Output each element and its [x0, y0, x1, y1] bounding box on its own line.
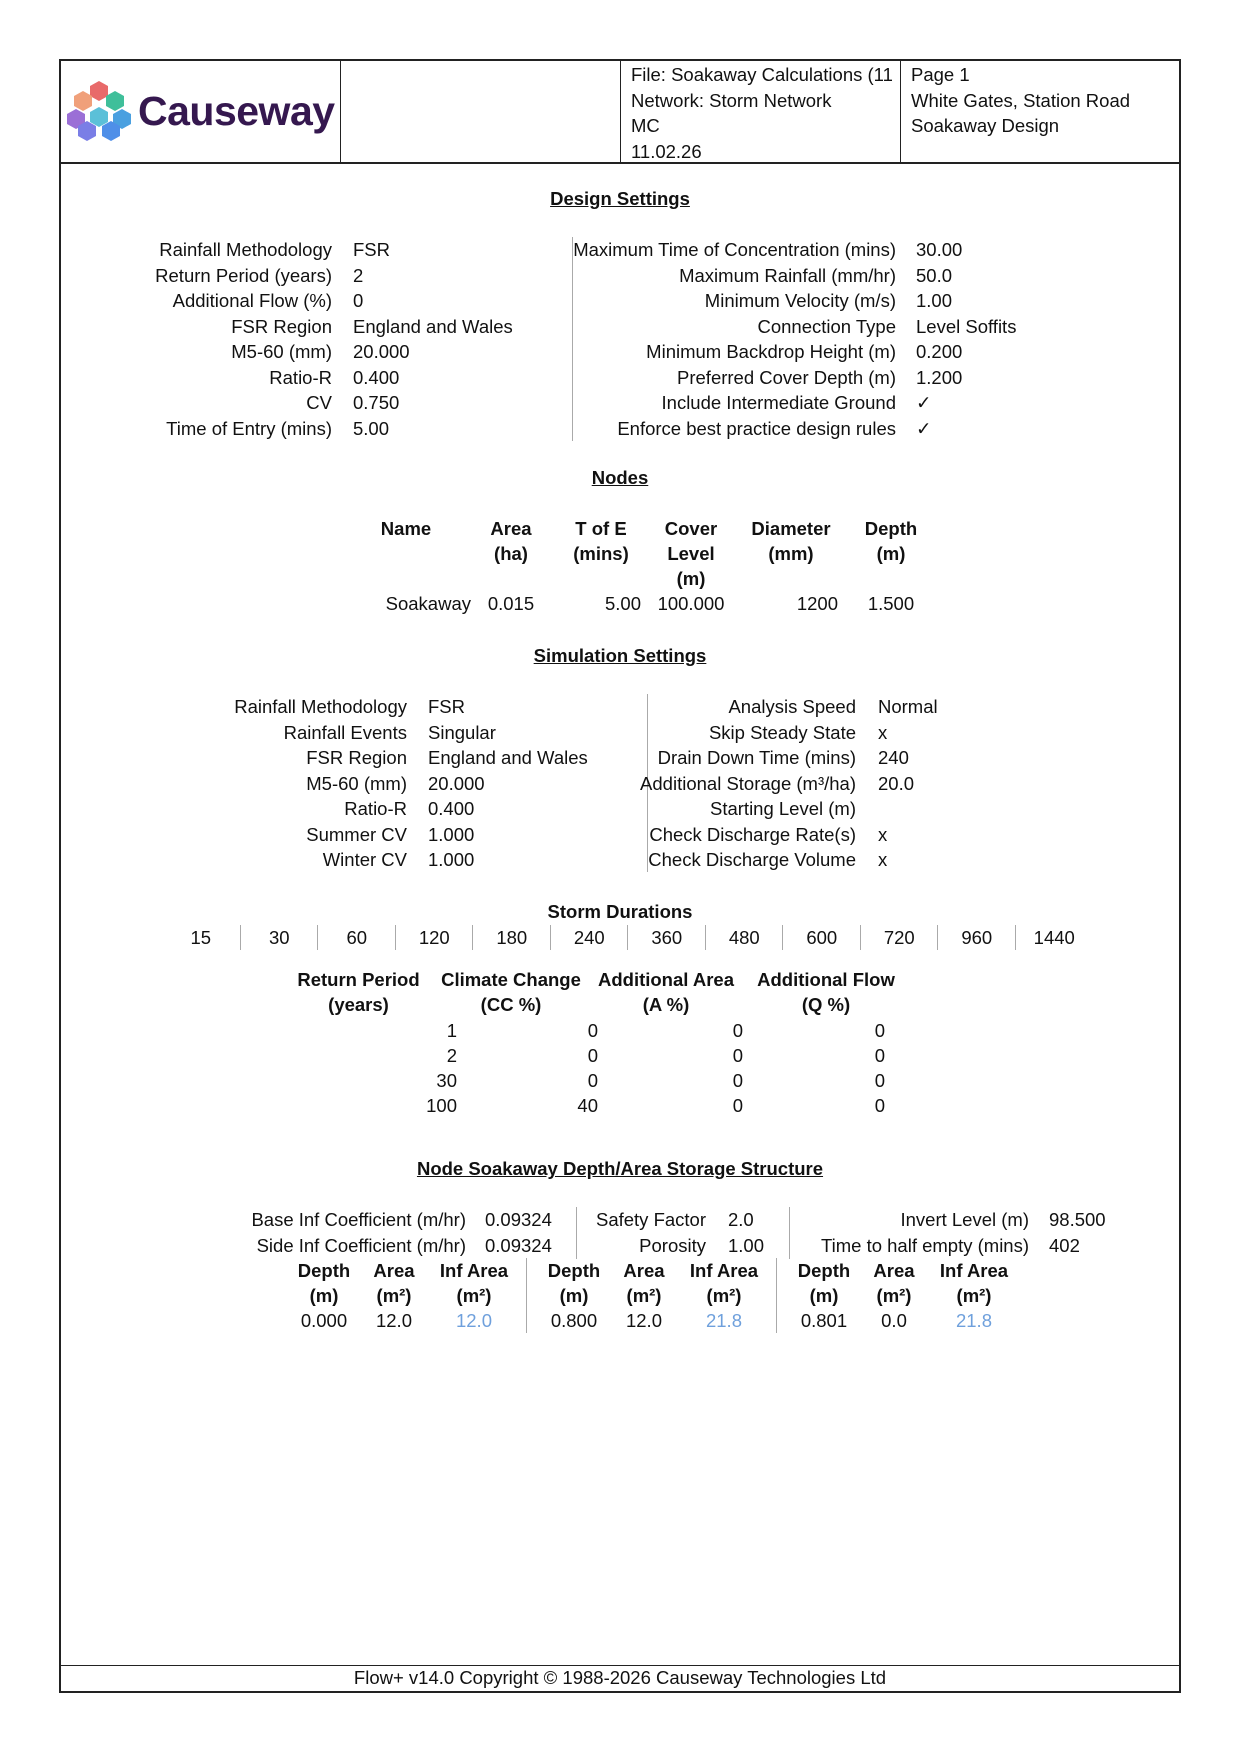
storm-duration: 720: [860, 925, 939, 950]
table-cell: 12.0: [375, 1310, 412, 1331]
column-header: (years): [328, 994, 389, 1015]
table-cell: 0.000: [300, 1310, 348, 1331]
header-blank-cell: [341, 61, 621, 162]
column-header: Depth: [547, 1260, 601, 1281]
causeway-logo: [66, 79, 336, 143]
table-cell: 1.500: [867, 593, 915, 614]
column-header: (A %): [642, 994, 690, 1015]
setting-label: Return Period (years): [155, 264, 332, 286]
setting-label: M5-60 (mm): [231, 341, 332, 362]
setting-label: Maximum Rainfall (mm/hr): [679, 264, 896, 286]
setting-value: Singular: [428, 721, 496, 743]
setting-label: Analysis Speed: [728, 696, 856, 717]
column-header: Level: [667, 543, 715, 564]
setting-label: Ratio-R: [269, 366, 332, 388]
setting-label: Maximum Time of Concentration (mins): [573, 239, 896, 260]
column-header: Area: [873, 1260, 915, 1281]
column-header: (m): [676, 568, 706, 589]
author: MC: [631, 115, 660, 136]
setting-label: Minimum Backdrop Height (m): [646, 341, 896, 362]
column-header: Area: [490, 518, 532, 539]
table-cell: Soakaway: [385, 593, 471, 614]
table-cell: 0: [874, 1095, 885, 1116]
column-header: Area: [373, 1260, 415, 1281]
report-header: [61, 61, 1179, 164]
setting-label: Preferred Cover Depth (m): [677, 366, 896, 388]
setting-label: Summer CV: [306, 823, 407, 845]
setting-value: England and Wales: [353, 315, 513, 337]
column-header: Cover: [664, 518, 718, 539]
divider: [789, 1207, 790, 1259]
storm-durations-title: Storm Durations: [547, 901, 693, 922]
column-header: (ha): [494, 543, 528, 564]
logo-wordmark: Causeway: [138, 88, 335, 134]
table-cell: 0.801: [800, 1310, 848, 1331]
setting-value: 240: [878, 747, 909, 768]
table-cell: 0: [874, 1020, 885, 1041]
table-cell: 0: [732, 1070, 743, 1091]
param-label: Base Inf Coefficient (m/hr): [251, 1209, 466, 1230]
setting-value: 0.200: [916, 341, 963, 362]
column-header: (CC %): [480, 994, 542, 1015]
setting-value: 2: [353, 264, 364, 286]
setting-value: 5.00: [353, 417, 390, 439]
setting-value: Normal: [878, 696, 938, 717]
inf-area-value: 12.0: [455, 1310, 492, 1331]
setting-label: Check Discharge Volume: [648, 849, 856, 870]
page-number: Page 1: [911, 64, 970, 85]
nodes-title: Nodes: [591, 467, 649, 488]
setting-label: Drain Down Time (mins): [657, 747, 856, 768]
column-header: Depth: [297, 1260, 351, 1281]
table-cell: 1200: [796, 593, 838, 614]
column-header: (mins): [573, 543, 629, 564]
table-cell: 0: [587, 1070, 598, 1091]
column-header: Additional Flow: [757, 969, 895, 990]
param-label: Side Inf Coefficient (m/hr): [256, 1234, 466, 1256]
table-cell: 0: [587, 1045, 598, 1066]
logo-cell: [61, 61, 341, 162]
column-header: Inf Area: [439, 1260, 509, 1281]
table-cell: 0: [874, 1070, 885, 1091]
setting-value: 0: [353, 290, 364, 311]
site-name: White Gates, Station Road: [911, 89, 1131, 111]
header-file-cell: [621, 61, 901, 162]
table-cell: 100.000: [657, 593, 725, 614]
setting-label: Connection Type: [757, 315, 896, 337]
setting-label: Minimum Velocity (m/s): [704, 290, 896, 311]
table-cell: 0: [732, 1095, 743, 1116]
storm-duration: 60: [317, 925, 396, 950]
storm-duration: 360: [627, 925, 706, 950]
setting-value: 1.000: [428, 823, 475, 845]
storm-duration: 120: [395, 925, 474, 950]
param-value: 0.09324: [485, 1234, 552, 1256]
table-cell: 30: [436, 1070, 457, 1091]
column-header: T of E: [575, 518, 627, 539]
setting-value: 0.750: [353, 392, 400, 413]
param-value: 402: [1049, 1234, 1080, 1256]
storm-duration: 180: [472, 925, 551, 950]
storm-durations-row: [162, 925, 1092, 950]
setting-label: Enforce best practice design rules: [617, 417, 896, 439]
setting-value: x: [878, 849, 888, 870]
copyright-footer: Flow+ v14.0 Copyright © 1988-2026 Causeway Technologies Ltd: [61, 1665, 1179, 1691]
setting-value: England and Wales: [428, 747, 588, 768]
param-label: Time to half empty (mins): [821, 1234, 1029, 1256]
column-header: (m): [309, 1285, 339, 1306]
setting-label: CV: [306, 392, 332, 413]
divider: [576, 1207, 577, 1259]
column-header: (mm): [768, 543, 814, 564]
storage-title: Node Soakaway Depth/Area Storage Structure: [416, 1158, 824, 1179]
param-value: 98.500: [1049, 1209, 1106, 1230]
setting-label: Winter CV: [322, 849, 407, 870]
table-cell: 0: [732, 1020, 743, 1041]
table-cell: 5.00: [604, 593, 641, 614]
setting-label: Include Intermediate Ground: [661, 392, 896, 413]
table-cell: 40: [577, 1095, 598, 1116]
setting-value: FSR: [428, 696, 465, 717]
column-header: (m²): [876, 1285, 912, 1306]
causeway-logo-icon: [66, 79, 132, 143]
setting-value: 1.000: [428, 849, 475, 870]
table-cell: 0.0: [881, 1310, 907, 1331]
table-cell: 100: [426, 1095, 457, 1116]
table-cell: 0: [587, 1020, 598, 1041]
setting-label: Additional Flow (%): [172, 290, 332, 311]
setting-label: Additional Storage (m³/ha): [640, 772, 856, 794]
header-page-cell: [901, 61, 1181, 162]
column-header: Climate Change: [441, 969, 581, 990]
column-header: Inf Area: [939, 1260, 1009, 1281]
storm-duration: 30: [240, 925, 319, 950]
column-header: (m²): [956, 1285, 992, 1306]
column-header: (m): [559, 1285, 589, 1306]
setting-value: 1.200: [916, 366, 963, 388]
network-name: Network: Storm Network: [631, 89, 832, 111]
column-header: (m²): [376, 1285, 412, 1306]
column-header: Diameter: [751, 518, 831, 539]
column-header: Depth: [864, 518, 918, 539]
table-cell: 2: [446, 1045, 457, 1066]
setting-value: ✓: [916, 417, 932, 439]
storm-duration: 15: [190, 927, 212, 948]
param-label: Safety Factor: [595, 1209, 706, 1230]
setting-label: Rainfall Methodology: [234, 696, 407, 717]
setting-value: 20.000: [428, 772, 485, 794]
storm-duration: 480: [705, 925, 784, 950]
table-cell: 0.015: [487, 593, 535, 614]
param-value: 1.00: [728, 1234, 765, 1256]
setting-value: Level Soffits: [916, 315, 1017, 337]
column-header: Depth: [797, 1260, 851, 1281]
report-date: 11.02.26: [631, 140, 702, 162]
file-name: File: Soakaway Calculations (11: [631, 64, 893, 85]
setting-label: FSR Region: [231, 315, 332, 337]
simulation-settings-title: Simulation Settings: [533, 645, 707, 666]
design-settings-title: Design Settings: [550, 188, 690, 209]
setting-label: Rainfall Events: [283, 721, 407, 743]
setting-value: 50.0: [916, 264, 953, 286]
setting-value: 1.00: [916, 290, 953, 311]
setting-value: FSR: [353, 239, 390, 260]
storm-duration: 600: [782, 925, 861, 950]
column-header: (m): [876, 543, 906, 564]
setting-label: Skip Steady State: [708, 721, 856, 743]
setting-value: 20.0: [878, 772, 915, 794]
divider: [776, 1258, 777, 1333]
storm-duration: 1440: [1015, 925, 1094, 950]
setting-label: Rainfall Methodology: [159, 239, 332, 260]
setting-value: x: [878, 823, 888, 845]
param-label: Invert Level (m): [900, 1209, 1029, 1230]
table-cell: 0: [732, 1045, 743, 1066]
column-header: (m²): [456, 1285, 492, 1306]
setting-value: 0.400: [353, 366, 400, 388]
param-value: 0.09324: [485, 1209, 552, 1230]
inf-area-value: 21.8: [705, 1310, 742, 1331]
setting-value: x: [878, 721, 888, 743]
setting-label: Time of Entry (mins): [166, 417, 332, 439]
column-header: Additional Area: [597, 969, 735, 990]
setting-value: 20.000: [353, 341, 410, 362]
table-cell: 12.0: [625, 1310, 662, 1331]
column-header: (Q %): [801, 994, 851, 1015]
table-cell: 0: [874, 1045, 885, 1066]
storm-duration: 240: [550, 925, 629, 950]
column-header: (m): [809, 1285, 839, 1306]
setting-label: Check Discharge Rate(s): [649, 823, 856, 845]
column-header: (m²): [706, 1285, 742, 1306]
table-cell: 0.800: [550, 1310, 598, 1331]
setting-label: M5-60 (mm): [306, 772, 407, 794]
setting-label: FSR Region: [306, 747, 407, 768]
divider: [526, 1258, 527, 1333]
column-header: Inf Area: [689, 1260, 759, 1281]
column-header: Area: [623, 1260, 665, 1281]
setting-value: ✓: [916, 392, 932, 413]
column-header: Return Period: [297, 969, 420, 990]
project-name: Soakaway Design: [911, 115, 1060, 136]
setting-value: 0.400: [428, 798, 475, 819]
column-header: (m²): [626, 1285, 662, 1306]
inf-area-value: 21.8: [955, 1310, 992, 1331]
setting-label: Ratio-R: [344, 798, 407, 819]
storm-duration: 960: [937, 925, 1016, 950]
param-label: Porosity: [639, 1234, 706, 1256]
table-cell: 1: [446, 1020, 457, 1041]
setting-value: 30.00: [916, 239, 963, 260]
column-header: Name: [380, 518, 432, 539]
setting-label: Starting Level (m): [710, 798, 856, 819]
page-frame: [59, 59, 1181, 1693]
param-value: 2.0: [728, 1209, 754, 1230]
